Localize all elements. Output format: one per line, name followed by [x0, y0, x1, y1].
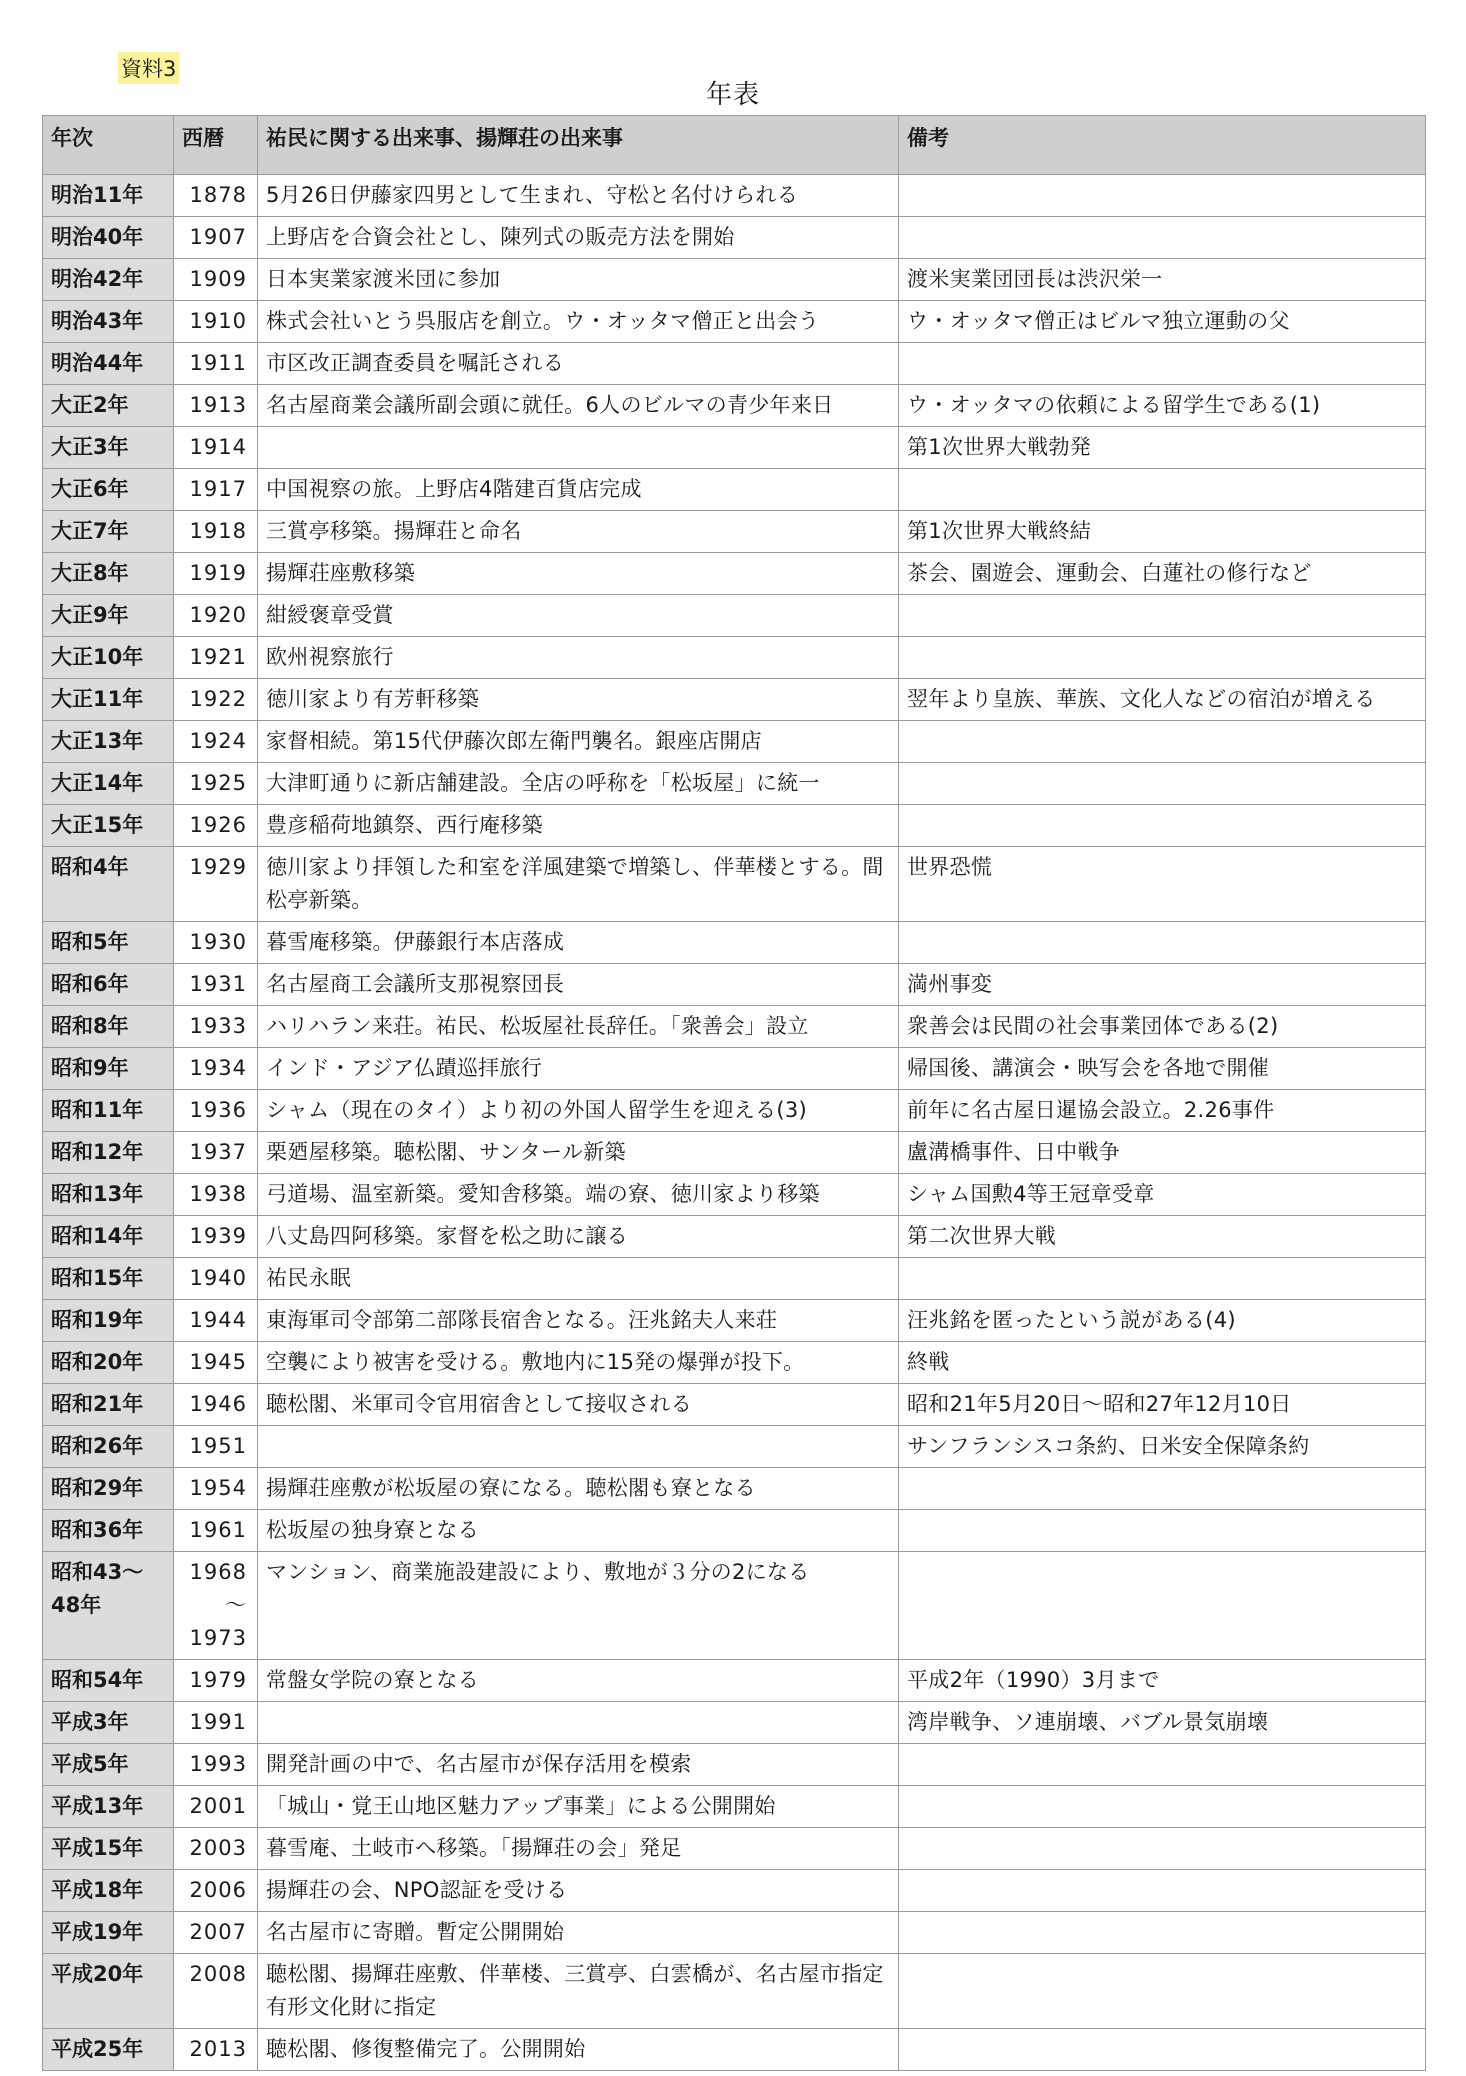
cell-note: ウ・オッタマの依頼による留学生である(1)	[899, 385, 1426, 427]
cell-year: 1993	[174, 1744, 258, 1786]
cell-era: 明治11年	[43, 175, 174, 217]
table-row	[43, 511, 1426, 553]
table-row	[43, 427, 1426, 469]
cell-event: 聴松閣、揚輝荘座敷、伴華楼、三賞亭、白雲橋が、名古屋市指定有形文化財に指定	[258, 1954, 899, 2029]
cell-event: 欧州視察旅行	[258, 637, 899, 679]
cell-year: 1930	[174, 922, 258, 964]
cell-year: 1931	[174, 964, 258, 1006]
cell-era: 昭和8年	[43, 1006, 174, 1048]
cell-era: 昭和19年	[43, 1300, 174, 1342]
cell-note	[899, 1870, 1426, 1912]
table-row	[43, 1384, 1426, 1426]
cell-event: 揚輝荘の会、NPO認証を受ける	[258, 1870, 899, 1912]
cell-event	[258, 1702, 899, 1744]
cell-year: 1979	[174, 1660, 258, 1702]
cell-year: 1924	[174, 721, 258, 763]
cell-event: 日本実業家渡米団に参加	[258, 259, 899, 301]
cell-year: 2008	[174, 1954, 258, 2029]
table-row	[43, 301, 1426, 343]
cell-event: 紺綬褒章受賞	[258, 595, 899, 637]
cell-era: 大正7年	[43, 511, 174, 553]
cell-year: 1909	[174, 259, 258, 301]
table-row	[43, 679, 1426, 721]
cell-era: 昭和14年	[43, 1216, 174, 1258]
cell-year: 1918	[174, 511, 258, 553]
table-row	[43, 1660, 1426, 1702]
cell-note: シャム国勲4等王冠章受章	[899, 1174, 1426, 1216]
cell-note	[899, 637, 1426, 679]
table-row	[43, 2029, 1426, 2071]
page-title: 年表	[705, 80, 760, 110]
cell-event: 徳川家より有芳軒移築	[258, 679, 899, 721]
cell-event: 暮雪庵移築。伊藤銀行本店落成	[258, 922, 899, 964]
cell-era: 昭和26年	[43, 1426, 174, 1468]
cell-event	[258, 1426, 899, 1468]
cell-era: 明治44年	[43, 343, 174, 385]
cell-era: 大正13年	[43, 721, 174, 763]
table-row	[43, 922, 1426, 964]
cell-note: 汪兆銘を匿ったという説がある(4)	[899, 1300, 1426, 1342]
cell-event: 豊彦稲荷地鎮祭、西行庵移築	[258, 805, 899, 847]
cell-year: 1910	[174, 301, 258, 343]
cell-note: 終戦	[899, 1342, 1426, 1384]
table-row	[43, 553, 1426, 595]
cell-year: 1907	[174, 217, 258, 259]
header-note: 備考	[899, 116, 1426, 175]
cell-note: 第二次世界大戦	[899, 1216, 1426, 1258]
cell-event: 栗廼屋移築。聴松閣、サンタール新築	[258, 1132, 899, 1174]
cell-year: 1933	[174, 1006, 258, 1048]
table-row	[43, 721, 1426, 763]
cell-note	[899, 2029, 1426, 2071]
table-row	[43, 595, 1426, 637]
cell-note: 湾岸戦争、ソ連崩壊、バブル景気崩壊	[899, 1702, 1426, 1744]
cell-note: 平成2年（1990）3月まで	[899, 1660, 1426, 1702]
cell-note	[899, 1744, 1426, 1786]
table-header-row	[43, 116, 1426, 175]
cell-year: 1919	[174, 553, 258, 595]
cell-event: 空襲により被害を受ける。敷地内に15発の爆弾が投下。	[258, 1342, 899, 1384]
cell-note	[899, 343, 1426, 385]
table-row	[43, 1090, 1426, 1132]
cell-event: 聴松閣、修復整備完了。公開開始	[258, 2029, 899, 2071]
cell-note: 渡米実業団団長は渋沢栄一	[899, 259, 1426, 301]
table-row	[43, 1468, 1426, 1510]
cell-year: 1878	[174, 175, 258, 217]
cell-event: 「城山・覚王山地区魅力アップ事業」による公開開始	[258, 1786, 899, 1828]
cell-era: 大正3年	[43, 427, 174, 469]
table-row	[43, 175, 1426, 217]
cell-note	[899, 1552, 1426, 1660]
cell-year: 1911	[174, 343, 258, 385]
table-row	[43, 847, 1426, 922]
cell-year: 1991	[174, 1702, 258, 1744]
table-row	[43, 1258, 1426, 1300]
cell-era: 昭和12年	[43, 1132, 174, 1174]
table-row	[43, 1744, 1426, 1786]
table-row	[43, 1006, 1426, 1048]
cell-year: 2007	[174, 1912, 258, 1954]
cell-era: 昭和11年	[43, 1090, 174, 1132]
cell-era: 平成15年	[43, 1828, 174, 1870]
table-body	[43, 175, 1426, 2071]
cell-year: 1934	[174, 1048, 258, 1090]
table-row	[43, 1132, 1426, 1174]
cell-note: 第1次世界大戦終結	[899, 511, 1426, 553]
cell-era: 平成5年	[43, 1744, 174, 1786]
cell-event: 松坂屋の独身寮となる	[258, 1510, 899, 1552]
cell-year: 1940	[174, 1258, 258, 1300]
cell-note: サンフランシスコ条約、日米安全保障条約	[899, 1426, 1426, 1468]
cell-note: 世界恐慌	[899, 847, 1426, 922]
cell-event: 東海軍司令部第二部隊長宿舎となる。汪兆銘夫人来荘	[258, 1300, 899, 1342]
cell-year: 1917	[174, 469, 258, 511]
cell-year: 2003	[174, 1828, 258, 1870]
cell-era: 昭和6年	[43, 964, 174, 1006]
cell-era: 昭和15年	[43, 1258, 174, 1300]
cell-note: 翌年より皇族、華族、文化人などの宿泊が増える	[899, 679, 1426, 721]
cell-event: 弓道場、温室新築。愛知舎移築。端の寮、徳川家より移築	[258, 1174, 899, 1216]
cell-note: 帰国後、講演会・映写会を各地で開催	[899, 1048, 1426, 1090]
cell-event: インド・アジア仏蹟巡拝旅行	[258, 1048, 899, 1090]
cell-year: 1968 〜 1973	[174, 1552, 258, 1660]
cell-note	[899, 1954, 1426, 2029]
cell-note	[899, 1510, 1426, 1552]
table-row	[43, 469, 1426, 511]
cell-year: 1946	[174, 1384, 258, 1426]
cell-year: 1954	[174, 1468, 258, 1510]
chronology-table	[42, 115, 1426, 2071]
cell-era: 明治42年	[43, 259, 174, 301]
document-label: 資料3	[118, 52, 179, 84]
table-row	[43, 1510, 1426, 1552]
cell-era: 平成18年	[43, 1870, 174, 1912]
cell-event: 家督相続。第15代伊藤次郎左衛門襲名。銀座店開店	[258, 721, 899, 763]
table-row	[43, 1174, 1426, 1216]
cell-year: 1920	[174, 595, 258, 637]
cell-year: 1938	[174, 1174, 258, 1216]
cell-event: 5月26日伊藤家四男として生まれ、守松と名付けられる	[258, 175, 899, 217]
cell-note	[899, 721, 1426, 763]
cell-note	[899, 1786, 1426, 1828]
table-row	[43, 385, 1426, 427]
header-era: 年次	[43, 116, 174, 175]
cell-note: ウ・オッタマ僧正はビルマ独立運動の父	[899, 301, 1426, 343]
cell-event: 常盤女学院の寮となる	[258, 1660, 899, 1702]
cell-note	[899, 1828, 1426, 1870]
cell-era: 大正6年	[43, 469, 174, 511]
table-row	[43, 1912, 1426, 1954]
cell-event: 市区改正調査委員を嘱託される	[258, 343, 899, 385]
cell-era: 昭和5年	[43, 922, 174, 964]
cell-event: 上野店を合資会社とし、陳列式の販売方法を開始	[258, 217, 899, 259]
cell-event: 中国視察の旅。上野店4階建百貨店完成	[258, 469, 899, 511]
cell-note	[899, 595, 1426, 637]
cell-era: 大正15年	[43, 805, 174, 847]
cell-year: 1913	[174, 385, 258, 427]
cell-event: 揚輝荘座敷移築	[258, 553, 899, 595]
cell-note	[899, 763, 1426, 805]
table-row	[43, 964, 1426, 1006]
cell-year: 2001	[174, 1786, 258, 1828]
cell-era: 平成20年	[43, 1954, 174, 2029]
cell-note: 前年に名古屋日暹協会設立。2.26事件	[899, 1090, 1426, 1132]
cell-era: 昭和20年	[43, 1342, 174, 1384]
table-row	[43, 1870, 1426, 1912]
cell-event: シャム（現在のタイ）より初の外国人留学生を迎える(3)	[258, 1090, 899, 1132]
header-event: 祐民に関する出来事、揚輝荘の出来事	[258, 116, 899, 175]
cell-era: 昭和13年	[43, 1174, 174, 1216]
cell-year: 1944	[174, 1300, 258, 1342]
cell-event: ハリハラン来荘。祐民、松坂屋社長辞任。「衆善会」設立	[258, 1006, 899, 1048]
cell-era: 平成3年	[43, 1702, 174, 1744]
cell-era: 平成13年	[43, 1786, 174, 1828]
cell-note	[899, 1912, 1426, 1954]
cell-note: 昭和21年5月20日〜昭和27年12月10日	[899, 1384, 1426, 1426]
cell-era: 平成25年	[43, 2029, 174, 2071]
table-row	[43, 1342, 1426, 1384]
table-row	[43, 1300, 1426, 1342]
table-row	[43, 1426, 1426, 1468]
cell-year: 1926	[174, 805, 258, 847]
table-row	[43, 217, 1426, 259]
table-row	[43, 1828, 1426, 1870]
cell-note	[899, 217, 1426, 259]
cell-event: 揚輝荘座敷が松坂屋の寮になる。聴松閣も寮となる	[258, 1468, 899, 1510]
cell-era: 昭和21年	[43, 1384, 174, 1426]
cell-year: 1961	[174, 1510, 258, 1552]
table-row	[43, 1552, 1426, 1660]
cell-event: 三賞亭移築。揚輝荘と命名	[258, 511, 899, 553]
cell-year: 1945	[174, 1342, 258, 1384]
cell-event: 祐民永眠	[258, 1258, 899, 1300]
cell-note	[899, 1258, 1426, 1300]
cell-event: 聴松閣、米軍司令官用宿舎として接収される	[258, 1384, 899, 1426]
table-row	[43, 805, 1426, 847]
cell-era: 昭和36年	[43, 1510, 174, 1552]
cell-year: 1951	[174, 1426, 258, 1468]
cell-event: 八丈島四阿移築。家督を松之助に譲る	[258, 1216, 899, 1258]
cell-year: 1939	[174, 1216, 258, 1258]
cell-year: 1929	[174, 847, 258, 922]
cell-year: 1936	[174, 1090, 258, 1132]
cell-era: 大正2年	[43, 385, 174, 427]
cell-note	[899, 805, 1426, 847]
table-row	[43, 637, 1426, 679]
table-row	[43, 1048, 1426, 1090]
cell-note: 衆善会は民間の社会事業団体である(2)	[899, 1006, 1426, 1048]
cell-era: 大正10年	[43, 637, 174, 679]
cell-note: 盧溝橋事件、日中戦争	[899, 1132, 1426, 1174]
cell-year: 1922	[174, 679, 258, 721]
cell-year: 1937	[174, 1132, 258, 1174]
cell-note	[899, 922, 1426, 964]
cell-era: 大正8年	[43, 553, 174, 595]
cell-event: 名古屋商工会議所支那視察団長	[258, 964, 899, 1006]
cell-year: 1921	[174, 637, 258, 679]
table-row	[43, 1954, 1426, 2029]
cell-era: 昭和54年	[43, 1660, 174, 1702]
cell-era: 昭和29年	[43, 1468, 174, 1510]
cell-note: 第1次世界大戦勃発	[899, 427, 1426, 469]
cell-event: 開発計画の中で、名古屋市が保存活用を模索	[258, 1744, 899, 1786]
cell-event: 徳川家より拝領した和室を洋風建築で増築し、伴華楼とする。間松亭新築。	[258, 847, 899, 922]
cell-year: 2013	[174, 2029, 258, 2071]
cell-era: 平成19年	[43, 1912, 174, 1954]
cell-era: 昭和9年	[43, 1048, 174, 1090]
table-row	[43, 1786, 1426, 1828]
cell-era: 昭和43〜48年	[43, 1552, 174, 1660]
cell-note	[899, 175, 1426, 217]
cell-era: 大正11年	[43, 679, 174, 721]
cell-era: 大正9年	[43, 595, 174, 637]
table-row	[43, 763, 1426, 805]
cell-era: 昭和4年	[43, 847, 174, 922]
cell-era: 大正14年	[43, 763, 174, 805]
cell-era: 明治40年	[43, 217, 174, 259]
cell-note: 満州事変	[899, 964, 1426, 1006]
cell-event: マンション、商業施設建設により、敷地が３分の2になる	[258, 1552, 899, 1660]
cell-year: 1914	[174, 427, 258, 469]
cell-event	[258, 427, 899, 469]
cell-year: 1925	[174, 763, 258, 805]
table-row	[43, 1702, 1426, 1744]
cell-event: 名古屋市に寄贈。暫定公開開始	[258, 1912, 899, 1954]
table-row	[43, 259, 1426, 301]
cell-year: 2006	[174, 1870, 258, 1912]
cell-event: 暮雪庵、土岐市へ移築。「揚輝荘の会」発足	[258, 1828, 899, 1870]
cell-era: 明治43年	[43, 301, 174, 343]
cell-note	[899, 1468, 1426, 1510]
cell-note	[899, 469, 1426, 511]
table-row	[43, 1216, 1426, 1258]
cell-event: 大津町通りに新店舗建設。全店の呼称を「松坂屋」に統一	[258, 763, 899, 805]
cell-event: 株式会社いとう呉服店を創立。ウ・オッタマ僧正と出会う	[258, 301, 899, 343]
cell-note: 茶会、園遊会、運動会、白蓮社の修行など	[899, 553, 1426, 595]
header-year: 西暦	[174, 116, 258, 175]
table-row	[43, 343, 1426, 385]
cell-event: 名古屋商業会議所副会頭に就任。6人のビルマの青少年来日	[258, 385, 899, 427]
